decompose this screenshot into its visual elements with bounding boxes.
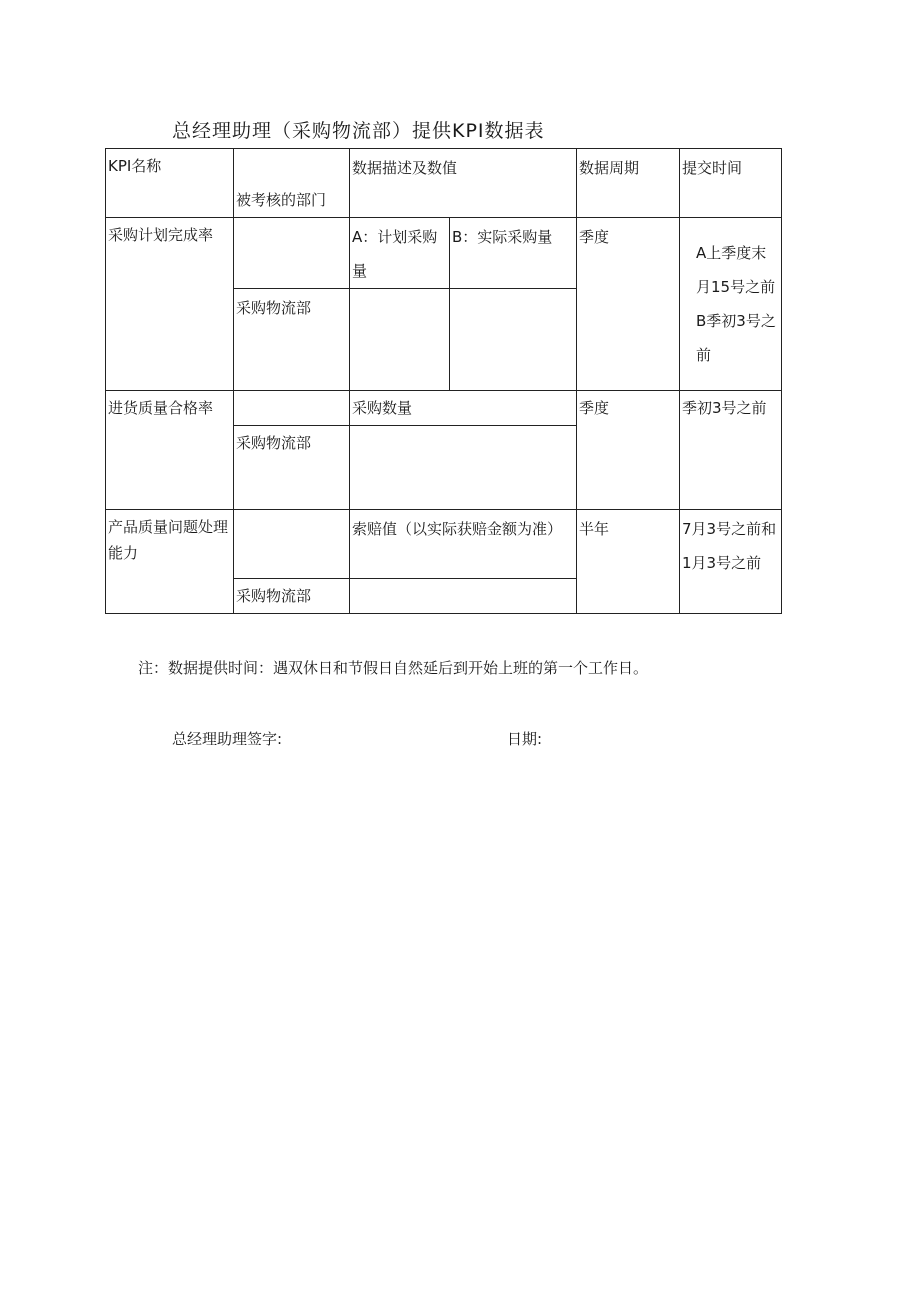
signature-label: 总经理助理签字:: [172, 730, 283, 748]
description-value-cell: [350, 579, 577, 614]
table-row: [106, 391, 782, 426]
kpi-cell: 进货质量合格率: [106, 391, 234, 510]
table-row: [106, 510, 782, 579]
submit-cell: 7月3号之前和1月3号之前: [680, 510, 782, 614]
table-row: [106, 218, 782, 289]
description-value-cell: [350, 426, 577, 510]
description-b-cell: B：实际采购量: [450, 218, 577, 289]
header-department: 被考核的部门: [234, 149, 350, 218]
kpi-cell: 采购计划完成率: [106, 218, 234, 391]
department-cell-empty: [234, 391, 350, 426]
description-a-cell: A：计划采购量: [350, 218, 450, 289]
footnote: 注：数据提供时间：遇双休日和节假日自然延后到开始上班的第一个工作日。: [138, 659, 649, 677]
header-submit-time: 提交时间: [680, 149, 782, 218]
header-description: 数据描述及数值: [350, 149, 577, 218]
department-cell-empty: [234, 218, 350, 289]
department-cell: 采购物流部: [234, 579, 350, 614]
department-cell: 采购物流部: [234, 426, 350, 510]
date-label: 日期:: [507, 730, 543, 748]
description-cell: 索赔值（以实际获赔金额为准）: [350, 510, 577, 579]
kpi-table: [105, 148, 782, 614]
department-cell: 采购物流部: [234, 289, 350, 391]
description-cell: 采购数量: [350, 391, 577, 426]
kpi-cell: 产品质量问题处理能力: [106, 510, 234, 614]
period-cell: 季度: [577, 218, 680, 391]
page-title: 总经理助理（采购物流部）提供KPI数据表: [172, 120, 545, 142]
period-cell: 半年: [577, 510, 680, 614]
header-period: 数据周期: [577, 149, 680, 218]
period-cell: 季度: [577, 391, 680, 510]
description-b-value-cell: [450, 289, 577, 391]
header-kpi-name: KPI名称: [106, 149, 234, 218]
header-row: [106, 149, 782, 218]
description-a-value-cell: [350, 289, 450, 391]
submit-cell: 季初3号之前: [680, 391, 782, 510]
submit-cell: A上季度末月15号之前B季初3号之前: [680, 218, 782, 391]
department-cell-empty: [234, 510, 350, 579]
